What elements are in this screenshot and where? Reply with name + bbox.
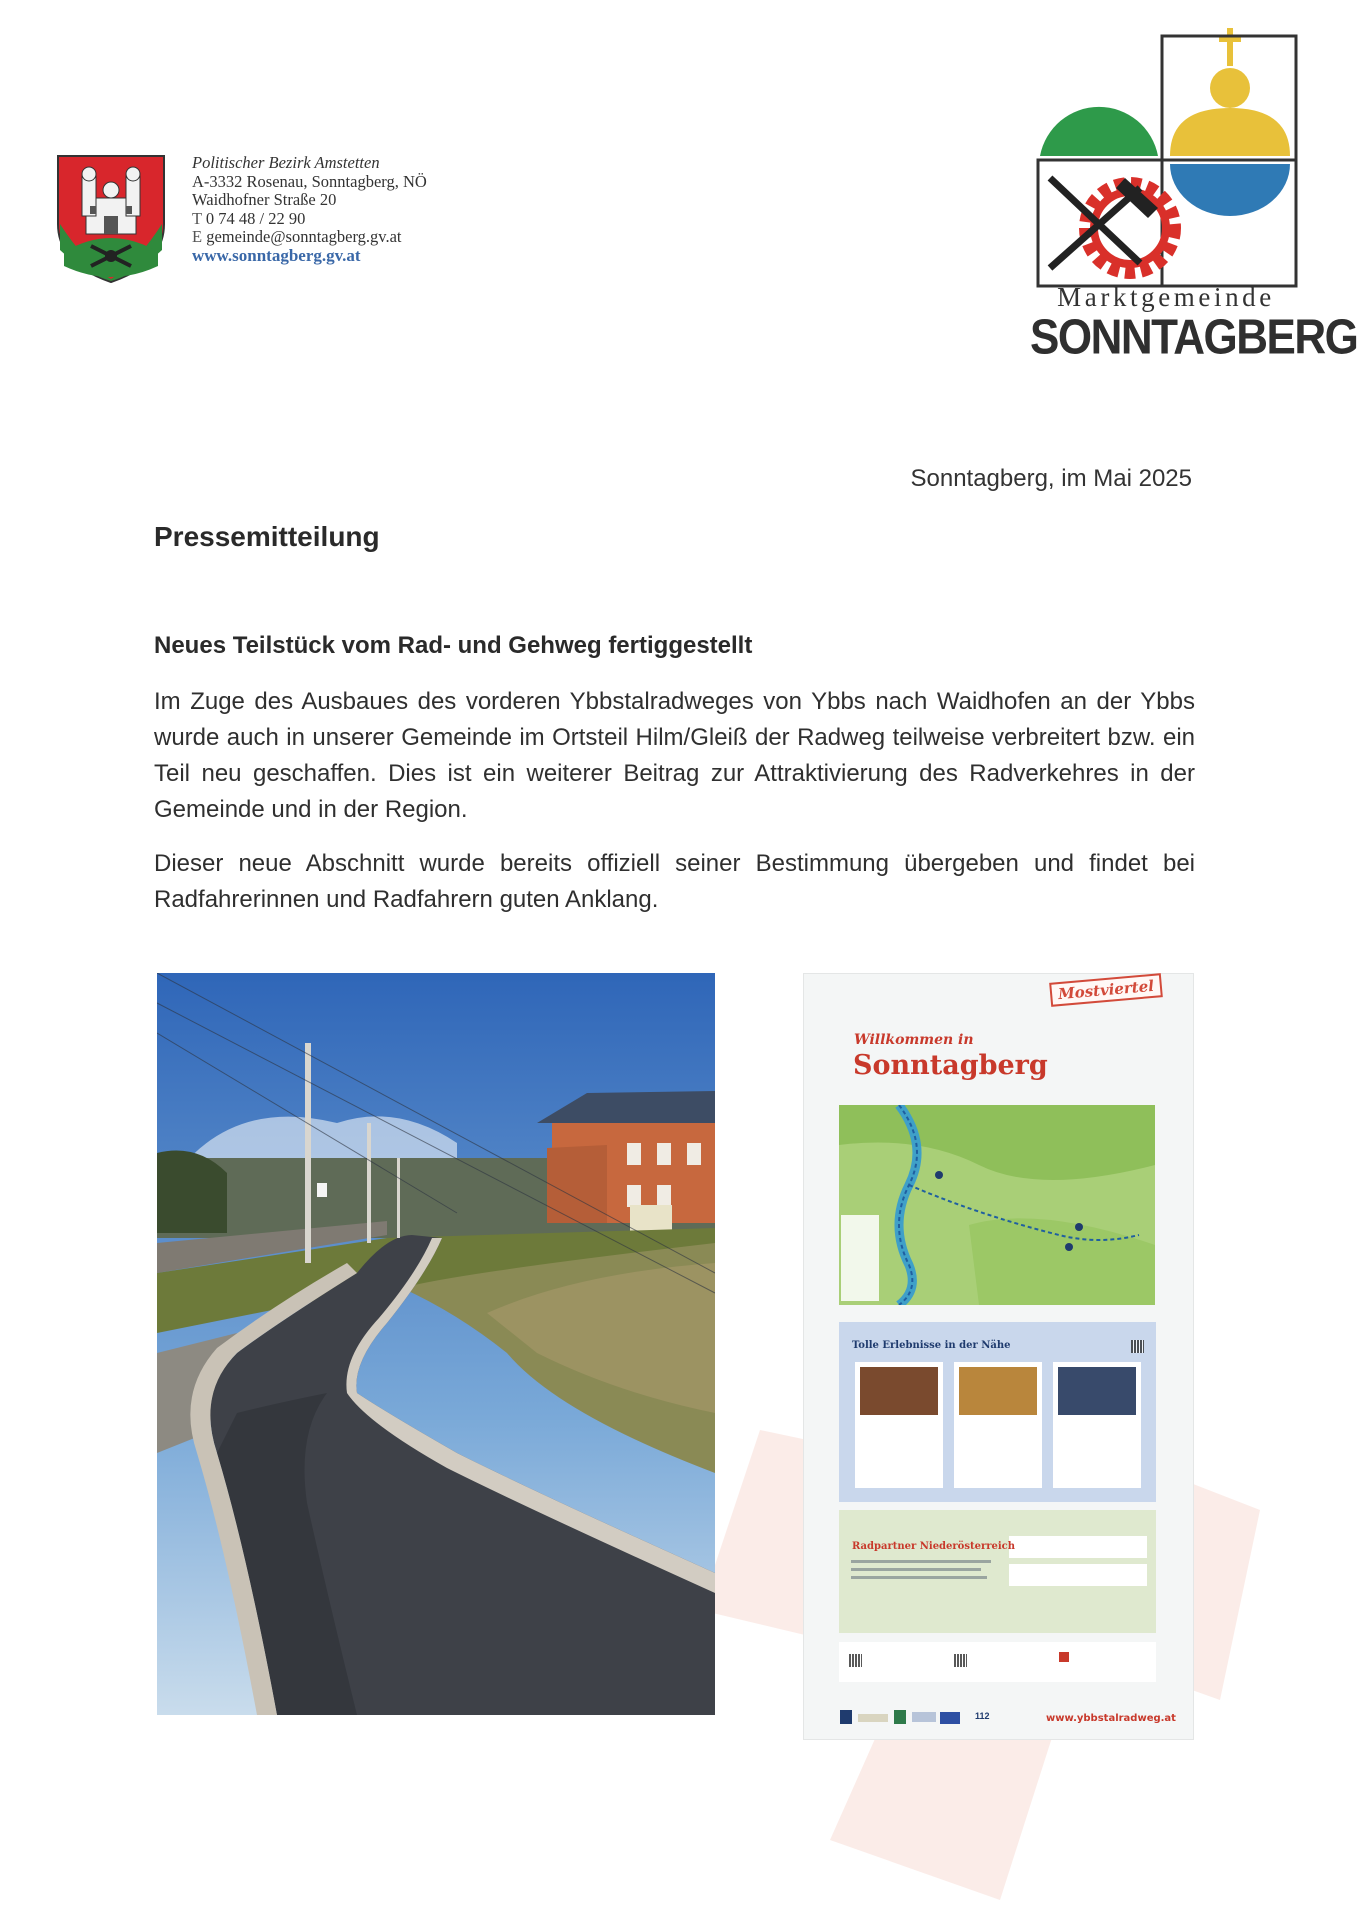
- street-line: Waidhofner Straße 20: [192, 190, 337, 209]
- qr-code-icon: [954, 1654, 967, 1667]
- document-type-heading: Pressemitteilung: [154, 521, 380, 552]
- article-headline: Neues Teilstück vom Rad- und Gehweg fertiggestellt: [154, 632, 753, 659]
- address-line: A-3332 Rosenau, Sonntagberg, NÖ: [192, 171, 427, 191]
- bike-path-photo: [157, 973, 715, 1715]
- email-link[interactable]: gemeinde@sonntagberg.gv.at: [206, 227, 402, 246]
- email-label: E: [192, 227, 203, 246]
- letterhead-contact: [192, 154, 427, 265]
- poster-sponsor-logos: [840, 1708, 970, 1726]
- paragraph-2: Dieser neue Abschnitt wurde bereits offiziell seiner Bestimmung übergeben und findet bei Radfahrerinnen und Radfahrern guten Anklang.: [154, 850, 1195, 913]
- poster-welcome: Willkommen in: [854, 1032, 974, 1048]
- phone-number: 0 74 48 / 22 90: [205, 208, 306, 228]
- info-icon: [1059, 1652, 1069, 1662]
- experience-card: [954, 1362, 1042, 1488]
- poster-section-title: Radpartner Niederösterreich: [852, 1541, 1016, 1552]
- website-link[interactable]: www.sonntagberg.gv.at: [192, 245, 361, 265]
- experience-card: [1053, 1362, 1141, 1488]
- poster-section-title: Tolle Erlebnisse in der Nähe: [852, 1340, 1011, 1351]
- emergency-number: 112: [975, 1711, 990, 1721]
- poster-url[interactable]: www.ybbstalradweg.at: [1046, 1713, 1176, 1724]
- radpartner-entry: [1009, 1564, 1147, 1586]
- qr-code-icon: [1131, 1340, 1144, 1353]
- coat-of-arms-logo: [56, 154, 166, 284]
- radpartner-entry: [1009, 1536, 1147, 1558]
- poster-town-title: Sonntagberg: [853, 1050, 1048, 1081]
- date-line: Sonntagberg, im Mai 2025: [910, 465, 1192, 492]
- poster-stamp: Mostviertel: [1049, 973, 1163, 1007]
- district-name: Politischer Bezirk Amstetten: [192, 153, 380, 172]
- logo-wordmark-line2: SONNTAGBERG: [1030, 310, 1358, 365]
- poster-map: [839, 1105, 1155, 1305]
- poster-info-row: [839, 1642, 1156, 1682]
- poster-radpartner-section: [839, 1510, 1156, 1633]
- qr-code-icon: [849, 1654, 862, 1667]
- phone-line: [192, 210, 427, 229]
- email-line: [192, 228, 427, 247]
- phone-label: T: [192, 208, 202, 228]
- experience-card: [855, 1362, 943, 1488]
- paragraph-1: Im Zuge des Ausbaues des vorderen Ybbstalradweges von Ybbs nach Waidhofen an der Ybbs wurde auch in unserer Gemeinde im Ortsteil Hilm/Gleiß der Radweg teilweise verbreitert bzw. ein Teil neu geschaffen. Dies ist ein weiterer Beitrag zur Attraktivierung des Radverkehres in der Gemeinde und in der Region.: [154, 688, 1195, 823]
- logo-wordmark-line1: Marktgemeinde: [1057, 282, 1275, 312]
